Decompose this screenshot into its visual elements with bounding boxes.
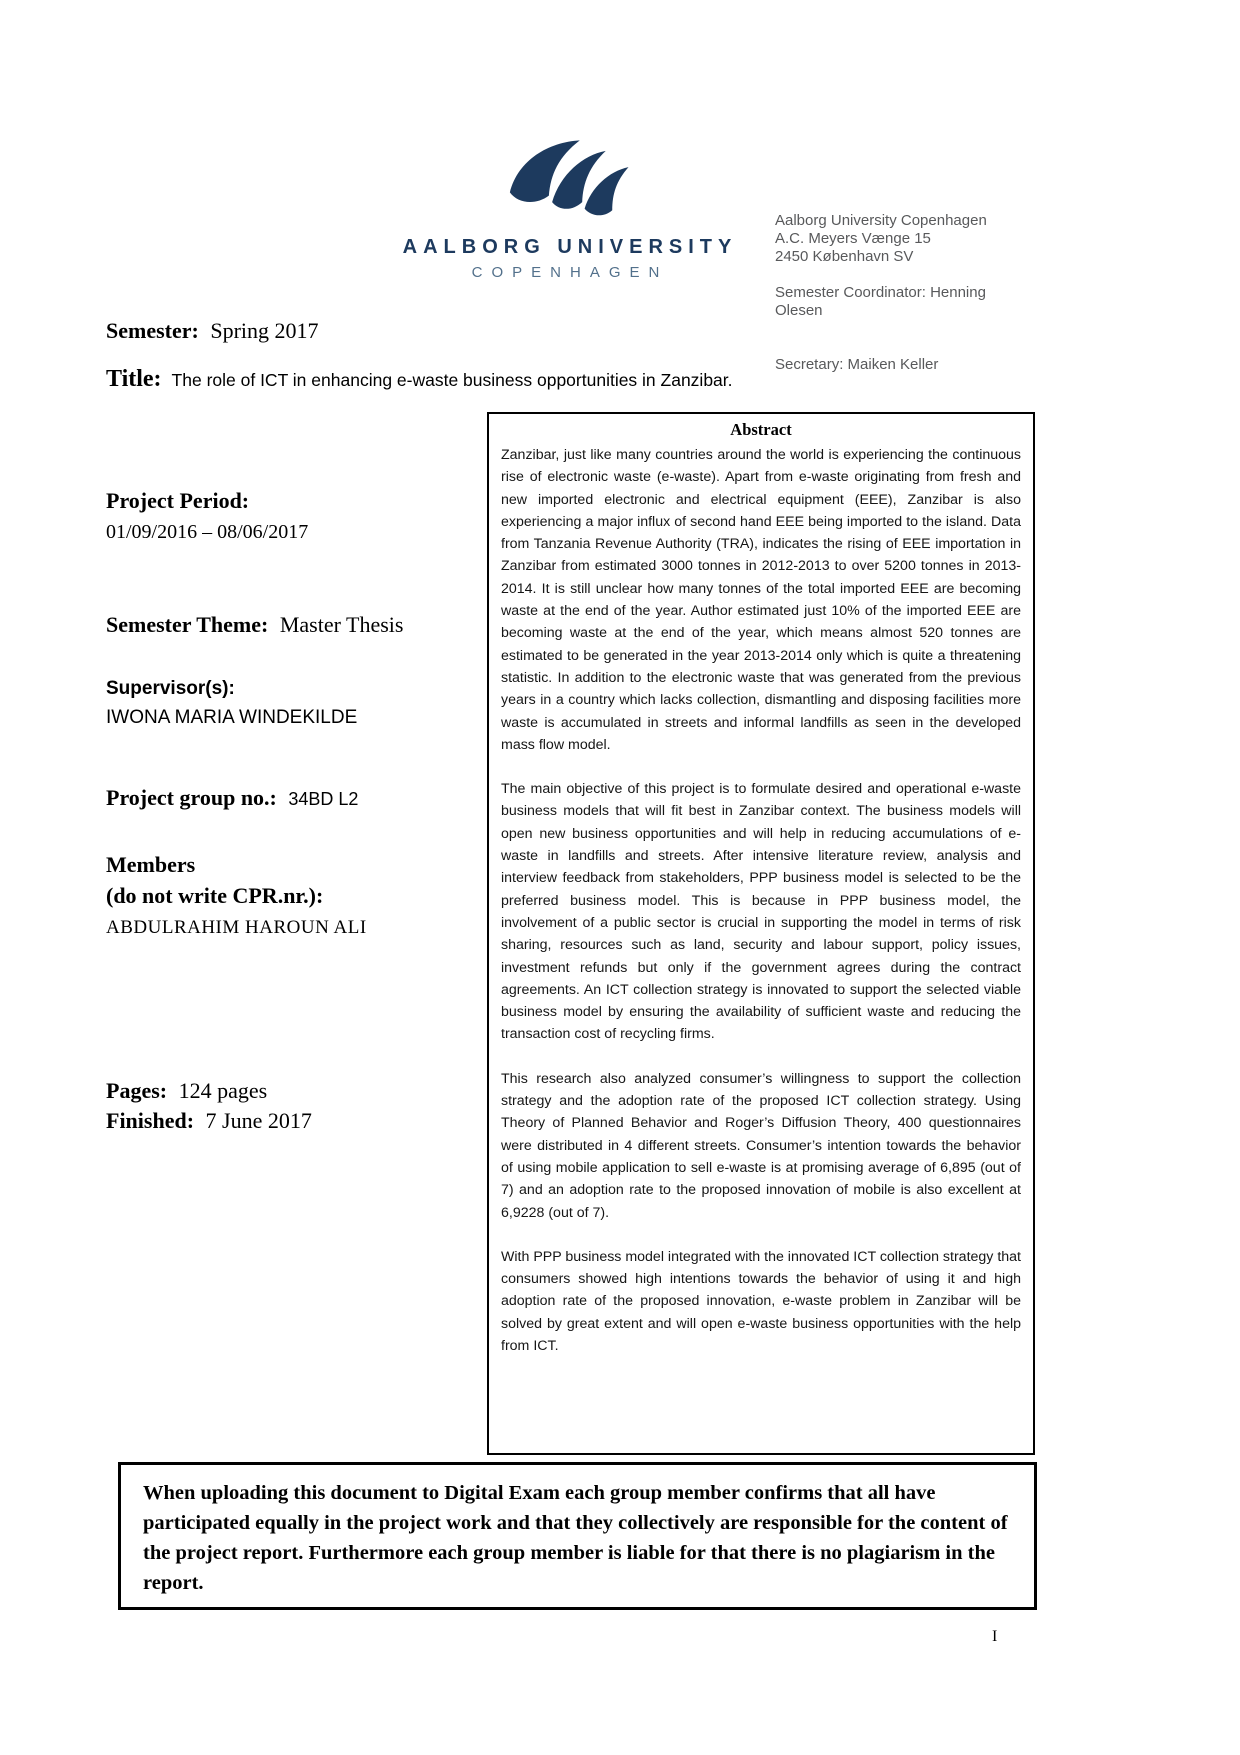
abstract-paragraph-3: This research also analyzed consumer’s willingness to support the collection strategy and the adoption rate of the proposed ICT collection strategy. Using Theory of Planned Behavior and Roger’s Diffusion Theory, 400 questionnaires were distributed in 4 different streets. Consumer’s intention towards the behavior of using mobile application to sell e-waste is at promising average of 6,895 (out of 7) and an adoption rate to the proposed innovation of mobile is also excellent at 6,9228 (out of 7). bbox=[501, 1070, 1021, 1221]
university-logo bbox=[370, 140, 770, 281]
project-group-label: Project group no.: bbox=[106, 785, 277, 810]
declaration-box bbox=[118, 1462, 1037, 1610]
semester-label: Semester: bbox=[106, 318, 199, 343]
members-value: ABDULRAHIM HAROUN ALI bbox=[106, 917, 367, 938]
semester-theme-label: Semester Theme: bbox=[106, 612, 269, 637]
declaration-text: When uploading this document to Digital Exam each group member confirms that all have participated equally in the project work and that they collectively are responsible for the content of the project report. Furthermore each group member is liable for that there is no plagiarism in the report. bbox=[143, 1482, 1008, 1594]
pages-field bbox=[106, 1078, 267, 1104]
contact-secretary: Secretary: Maiken Keller bbox=[775, 356, 939, 373]
members-label-line1: Members bbox=[106, 852, 196, 877]
finished-field bbox=[106, 1108, 312, 1134]
semester-value: Spring 2017 bbox=[210, 318, 319, 343]
project-period-label: Project Period: bbox=[106, 488, 250, 513]
title-field bbox=[106, 366, 733, 393]
finished-value: 7 June 2017 bbox=[205, 1108, 312, 1133]
aau-wave-logo-icon bbox=[505, 140, 635, 230]
logo-wordmark-copenhagen: COPENHAGEN bbox=[471, 264, 669, 281]
abstract-paragraph-2: The main objective of this project is to formulate desired and operational e-waste business models that will fit best in Zanzibar context. The business models will open new business opportunities and will help in reducing accumulations of e-waste in landfills and streets. After intensive literature review, analysis and interview feedback from stakeholders, PPP business model is selected to be the preferred business model. This is because in PPP business model, the involvement of a public sector is crucial in supporting the model in terms of risk sharing, resources such as land, security and labour support, policy issues, investment refunds but only if the government agrees during the contract agreements. An ICT collection strategy is innovated to support the selected viable business model by ensuring the availability of sufficient waste and reducing the transaction cost of recycling firms. bbox=[501, 781, 1021, 1043]
abstract-box bbox=[487, 412, 1035, 1455]
project-period-value: 01/09/2016 – 08/06/2017 bbox=[106, 521, 309, 543]
semester-theme-value: Master Thesis bbox=[279, 612, 404, 637]
members-label-line2: (do not write CPR.nr.): bbox=[106, 883, 324, 908]
project-group-field bbox=[106, 785, 358, 811]
contact-address-line2: A.C. Meyers Vænge 15 bbox=[775, 230, 931, 247]
title-value: The role of ICT in enhancing e-waste business opportunities in Zanzibar. bbox=[171, 370, 733, 390]
abstract-paragraph-4: With PPP business model integrated with the innovated ICT collection strategy that consumers showed high intentions towards the behavior of using it and high adoption rate of the proposed innovation, e-waste problem in Zanzibar will be solved by great extent and will open e-waste business opportunities with the help from ICT. bbox=[501, 1248, 1021, 1354]
contact-address-line3: 2450 København SV bbox=[775, 248, 914, 265]
pages-value: 124 pages bbox=[178, 1078, 268, 1103]
semester-field bbox=[106, 318, 319, 344]
finished-label: Finished: bbox=[106, 1108, 195, 1133]
pages-label: Pages: bbox=[106, 1078, 168, 1103]
abstract-paragraph-1: Zanzibar, just like many countries around the world is experiencing the continuous rise of electronic waste (e-waste). Apart from e-waste originating from fresh and new imported electronic and electrical equipment (EEE), Zanzibar is also experiencing a major influx of second hand EEE being imported to the island. Data from Tanzania Revenue Authority (TRA), indicates the rising of EEE importation in Zanzibar from estimated 3000 tonnes in 2012-2013 to over 5200 tonnes in 2013-2014. It is still unclear how many tonnes of the total imported EEE are becoming waste at the end of the year. Author estimated just 10% of the imported EEE are becoming waste at the end of the year, which means almost 520 tonnes are estimated to be generated in the year 2013-2014 only which is quite a threatening statistic. In addition to the electronic waste that was generated from the previous years in a country which lacks collection, dismantling and disposing facilities more waste is accumulated in streets and informal landfills as seen in the developed mass flow model. bbox=[501, 447, 1021, 753]
abstract-heading: Abstract bbox=[730, 420, 792, 439]
contact-coordinator: Semester Coordinator: Henning Olesen bbox=[775, 284, 986, 319]
title-label: Title: bbox=[106, 366, 162, 392]
project-group-value: 34BD L2 bbox=[288, 789, 359, 809]
logo-wordmark-university: AALBORG UNIVERSITY bbox=[402, 236, 738, 258]
semester-theme-field bbox=[106, 612, 403, 638]
contact-block bbox=[775, 212, 1030, 374]
abstract-body bbox=[501, 444, 1021, 1357]
contact-address-line1: Aalborg University Copenhagen bbox=[775, 212, 987, 229]
supervisors-label: Supervisor(s): bbox=[106, 678, 235, 699]
supervisors-value: IWONA MARIA WINDEKILDE bbox=[106, 707, 358, 728]
page-number: I bbox=[992, 1628, 998, 1645]
